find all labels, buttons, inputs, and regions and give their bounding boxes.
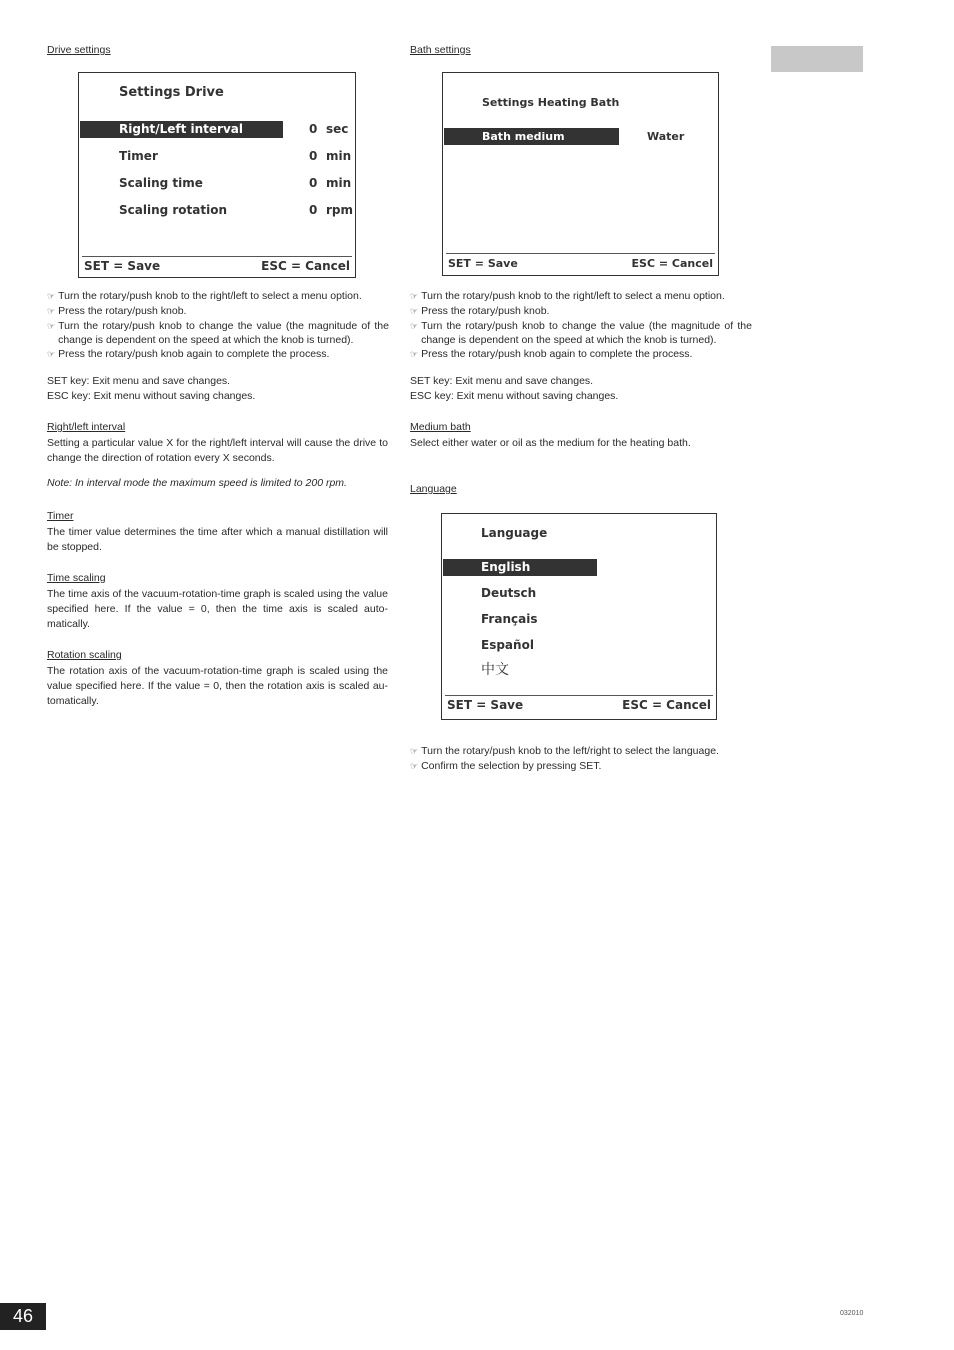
pointing-hand-icon: ☞ xyxy=(47,321,56,331)
instruction-item: ☞ Turn the rotary/push knob to the left/right to select the language. xyxy=(410,745,719,757)
set-save-label: SET = Save xyxy=(448,256,518,270)
set-save-label: SET = Save xyxy=(447,698,524,712)
menu-row-timer[interactable]: Timer xyxy=(119,149,158,163)
drive-instructions xyxy=(47,289,389,362)
drive-settings-screen xyxy=(78,72,356,278)
time-scaling-text: The time axis of the vacuum-rotation-time graph is scaled using the value specified here. If the value = 0, then the time axis is scaled auto-matically. xyxy=(47,588,388,630)
esc-cancel-label: ESC = Cancel xyxy=(631,256,713,270)
language-option-english[interactable]: English xyxy=(443,559,597,576)
pointing-hand-icon: ☞ xyxy=(410,746,419,756)
menu-row-interval[interactable]: Right/Left interval xyxy=(80,121,283,138)
language-instructions xyxy=(410,744,760,774)
language-heading: Language xyxy=(410,483,457,495)
language-option-chinese[interactable]: 中文 xyxy=(481,662,509,678)
instruction-item: ☞ Press the rotary/push knob again to complete the process. xyxy=(47,348,330,360)
menu-row-scaling-rotation-value: 0 xyxy=(309,203,318,217)
time-scaling-heading: Time scaling xyxy=(47,572,106,584)
medium-bath-text: Select either water or oil as the medium for the heating bath. xyxy=(410,437,691,449)
set-key-text: SET key: Exit menu and save changes. xyxy=(410,375,594,387)
menu-row-timer-unit: min xyxy=(326,149,352,163)
drive-settings-heading: Drive settings xyxy=(47,44,111,56)
language-option-espanol[interactable]: Español xyxy=(481,638,534,652)
menu-row-interval-value: 0 xyxy=(309,122,318,136)
menu-row-scaling-rotation-unit: rpm xyxy=(326,203,354,217)
menu-row-bath-medium-value: Water xyxy=(647,130,685,143)
esc-cancel-label: ESC = Cancel xyxy=(261,259,350,273)
screen-footer xyxy=(446,253,715,272)
esc-key-text: ESC key: Exit menu without saving changes. xyxy=(410,390,619,402)
esc-cancel-label: ESC = Cancel xyxy=(622,698,711,712)
instruction-item: ☞ Press the rotary/push knob. xyxy=(47,305,187,317)
instruction-item: ☞ Press the rotary/push knob again to complete the process. xyxy=(410,348,693,360)
interval-text: Setting a particular value X for the right/left interval will cause the drive to change the direction of rotation every X seconds. xyxy=(47,437,388,464)
interval-note: Note: In interval mode the maximum speed is limited to 200 rpm. xyxy=(47,477,347,489)
pointing-hand-icon: ☞ xyxy=(410,349,419,359)
pointing-hand-icon: ☞ xyxy=(47,349,56,359)
pointing-hand-icon: ☞ xyxy=(47,306,56,316)
screen-title: Language xyxy=(481,526,548,540)
instruction-item: ☞ Turn the rotary/push knob to change the value (the magnitude of the change is dependent on the speed at which the knob is turned). xyxy=(410,320,752,346)
screen-title: Settings Drive xyxy=(119,85,224,100)
medium-bath-heading: Medium bath xyxy=(410,421,471,433)
menu-row-scaling-time[interactable]: Scaling time xyxy=(119,176,203,190)
screen-footer xyxy=(445,695,713,714)
timer-text: The timer value determines the time after which a manual distillation will be stopped. xyxy=(47,526,388,553)
pointing-hand-icon: ☞ xyxy=(410,306,419,316)
pointing-hand-icon: ☞ xyxy=(410,321,419,331)
screen-title: Settings Heating Bath xyxy=(482,96,620,109)
rotation-scaling-text: The rotation axis of the vacuum-rotation-time graph is scaled using the value specified here. If the value = 0, then the rotation axis is scaled au-tomatically. xyxy=(47,665,388,707)
rotation-scaling-heading: Rotation scaling xyxy=(47,649,122,661)
esc-key-text: ESC key: Exit menu without saving changes. xyxy=(47,390,256,402)
language-option-deutsch[interactable]: Deutsch xyxy=(481,586,537,600)
instruction-item: ☞ Turn the rotary/push knob to the right/left to select a menu option. xyxy=(410,290,725,302)
interval-heading: Right/left interval xyxy=(47,421,126,433)
pointing-hand-icon: ☞ xyxy=(47,291,56,301)
instruction-item: ☞ Turn the rotary/push knob to the right/left to select a menu option. xyxy=(47,290,362,302)
instruction-item: ☞ Confirm the selection by pressing SET. xyxy=(410,760,602,772)
menu-row-interval-unit: sec xyxy=(326,122,349,136)
bath-instructions xyxy=(410,289,752,362)
screen-footer xyxy=(82,256,352,275)
menu-row-scaling-time-value: 0 xyxy=(309,176,318,190)
bath-settings-heading: Bath settings xyxy=(410,44,471,56)
document-code: 032010 xyxy=(840,1310,864,1317)
language-option-francais[interactable]: Français xyxy=(481,612,538,626)
set-key-text: SET key: Exit menu and save changes. xyxy=(47,375,231,387)
instruction-item: ☞ Turn the rotary/push knob to change the value (the magnitude of the change is dependent on the speed at which the knob is turned). xyxy=(47,320,389,346)
page-number: 46 xyxy=(0,1303,46,1330)
menu-row-scaling-time-unit: min xyxy=(326,176,352,190)
timer-heading: Timer xyxy=(47,510,74,522)
menu-row-timer-value: 0 xyxy=(309,149,318,163)
instruction-item: ☞ Press the rotary/push knob. xyxy=(410,305,550,317)
menu-row-scaling-rotation[interactable]: Scaling rotation xyxy=(119,203,228,217)
bath-settings-screen xyxy=(442,72,719,276)
pointing-hand-icon: ☞ xyxy=(410,291,419,301)
section-tab xyxy=(771,46,863,72)
language-screen xyxy=(441,513,717,720)
menu-row-bath-medium[interactable]: Bath medium xyxy=(444,128,619,145)
pointing-hand-icon: ☞ xyxy=(410,761,419,771)
set-save-label: SET = Save xyxy=(84,259,161,273)
